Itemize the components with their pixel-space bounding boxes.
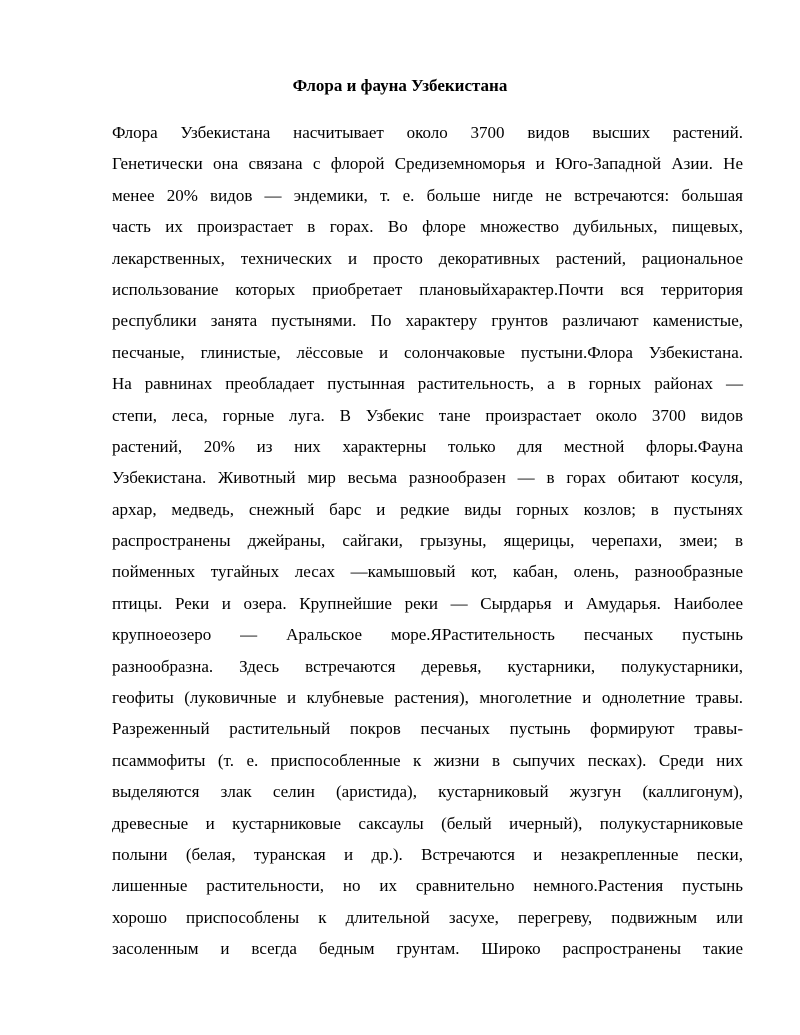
body-text-line: древесные и кустарниковые саксаулы (белый ичерный), полукустарниковые: [112, 813, 743, 833]
body-text-line: растений, 20% из них характерны только для местной флоры.Фауна: [112, 436, 743, 456]
body-text-line: степи, леса, горные луга. В Узбекис тане произрастает около 3700 видов: [112, 405, 743, 425]
document-title: Флора и фауна Узбекистана: [292, 76, 508, 95]
body-text-line: часть их произрастает в горах. Во флоре множество дубильных, пищевых,: [112, 217, 743, 237]
document-body: [112, 117, 743, 965]
body-text-line: птицы. Реки и озера. Крупнейшие реки — Сырдарья и Амударья. Наиболее: [112, 593, 743, 613]
body-text-line: использование которых приобретает плановыйхарактер.Почти вся территория: [112, 279, 743, 299]
body-text-line: псаммофиты (т. е. приспособленные к жизни в сыпучих песках). Среди них: [112, 750, 743, 770]
body-text-line: разнообразна. Здесь встречаются деревья, кустарники, полукустарники,: [112, 656, 743, 676]
body-text-line: хорошо приспособлены к длительной засухе, перегреву, подвижным или: [112, 907, 743, 927]
body-text-line: лекарственных, технических и просто декоративных растений, рациональное: [112, 248, 743, 268]
body-text-line: пойменных тугайных лесах —камышовый кот, кабан, олень, разнообразные: [112, 562, 743, 582]
body-text-line: архар, медведь, снежный барс и редкие виды горных козлов; в пустынях: [112, 499, 743, 519]
body-text-line: песчаные, глинистые, лёссовые и солончаковые пустыни.Флора Узбекистана.: [112, 342, 743, 362]
body-text-line: выделяются злак селин (аристида), кустарниковый жузгун (каллигонум),: [112, 782, 743, 802]
body-text-line: менее 20% видов — эндемики, т. е. больше нигде не встречаются: большая: [112, 185, 743, 205]
body-text-line: распространены джейраны, сайгаки, грызуны, ящерицы, черепахи, змеи; в: [112, 531, 743, 551]
body-text-line: Флора Узбекистана насчитывает около 3700 видов высших растений.: [112, 123, 743, 142]
body-text-line: Генетически она связана с флорой Средиземноморья и Юго-Западной Азии. Не: [112, 154, 743, 174]
body-text-line: лишенные растительности, но их сравнительно немного.Растения пустынь: [112, 876, 743, 896]
body-text-line: На равнинах преобладает пустынная растительность, а в горных районах —: [112, 374, 743, 394]
body-text-line: полыни (белая, туранская и др.). Встречаются и незакрепленные пески,: [112, 844, 743, 864]
body-text-line: геофиты (луковичные и клубневые растения), многолетние и однолетние травы.: [112, 688, 743, 708]
body-text-line: засоленным и всегда бедным грунтам. Широко распространены такие: [112, 939, 743, 959]
body-text-line: Узбекистана. Животный мир весьма разнообразен — в горах обитают косуля,: [112, 468, 743, 488]
body-text-line: республики занята пустынями. По характеру грунтов различают каменистые,: [112, 311, 743, 331]
body-text-line: крупноеозеро — Аральское море.ЯРастительность песчаных пустынь: [112, 625, 743, 645]
body-text-line: Разреженный растительный покров песчаных пустынь формируют травы-: [112, 719, 743, 739]
